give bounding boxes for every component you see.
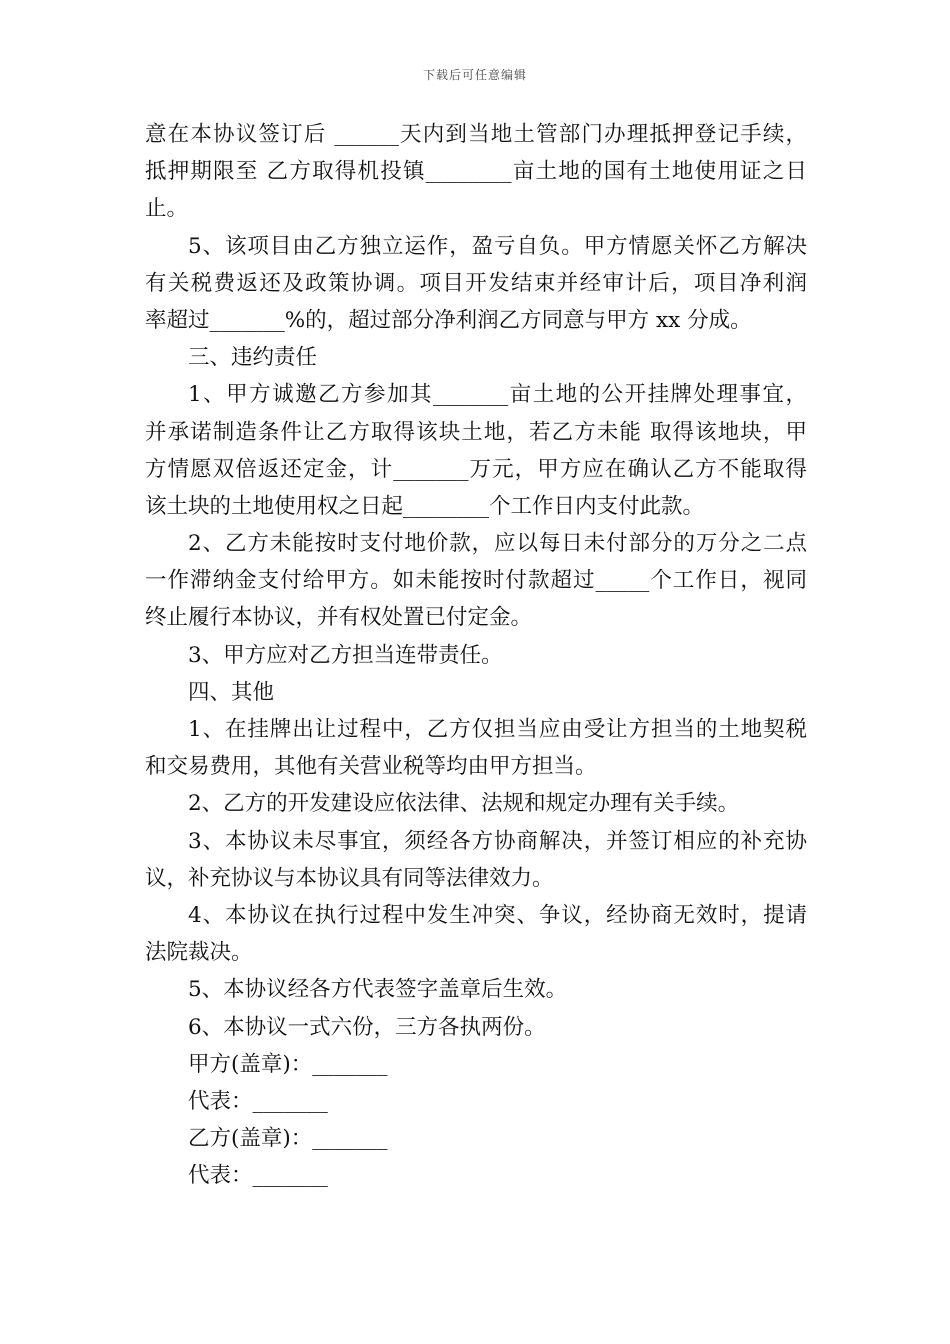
- text-line: 一作滞纳金支付给甲方。如未能按时付款超过_____个工作日，视同: [145, 568, 807, 594]
- text-line: 2、乙方未能按时支付地价款，应以每日未付部分的万分之二点: [188, 531, 807, 557]
- text-line: 3、甲方应对乙方担当连带责任。: [188, 642, 503, 668]
- text-line: 2、乙方的开发建设应依法律、法规和规定办理有关手续。: [188, 791, 740, 817]
- text-line: 终止履行本协议，并有权处置已付定金。: [145, 605, 533, 631]
- text-line: 并承诺制造条件让乙方取得该块土地，若乙方未能 取得该地块，甲: [145, 419, 807, 445]
- document-body: [145, 116, 807, 1194]
- section-heading: 四、其他: [188, 679, 275, 705]
- text-line: 方情愿双倍返还定金，计_______万元，甲方应在确认乙方不能取得: [145, 456, 807, 482]
- text-line: 4、本协议在执行过程中发生冲突、争议，经协商无效时，提请: [188, 902, 807, 928]
- text-line: 议，补充协议与本协议具有同等法律效力。: [145, 865, 554, 891]
- text-line: 1、在挂牌出让过程中，乙方仅担当应由受让方担当的土地契税: [188, 717, 807, 742]
- text-line: 该土块的土地使用权之日起________个工作日内支付此款。: [145, 493, 705, 519]
- text-line: 1、甲方诚邀乙方参加其_______亩土地的公开挂牌处理事宜，: [188, 382, 807, 408]
- text-line: 意在本协议签订后 ______天内到当地土管部门办理抵押登记手续，: [145, 122, 807, 147]
- signature-rep-a: 代表：_______: [188, 1088, 328, 1114]
- signature-rep-b: 代表：_______: [188, 1163, 328, 1189]
- text-line: 和交易费用，其他有关营业税等均由甲方担当。: [145, 754, 597, 780]
- page-header: 下载后可任意编辑: [422, 68, 527, 82]
- signature-party-b: 乙方(盖章)：_______: [188, 1126, 388, 1152]
- section-heading: 三、违约责任: [188, 345, 318, 371]
- text-line: 5、本协议经各方代表签字盖章后生效。: [188, 977, 568, 1003]
- text-line: 有关税费返还及政策协调。项目开发结束并经审计后，项目净利润: [145, 270, 807, 296]
- text-line: 率超过_______%的，超过部分净利润乙方同意与甲方 xx 分成。: [145, 307, 752, 333]
- text-line: 止。: [145, 196, 189, 222]
- text-line: 法院裁决。: [145, 940, 253, 966]
- text-line: 6、本协议一式六份，三方各执两份。: [188, 1014, 546, 1040]
- text-line: 抵押期限至 乙方取得机投镇________亩土地的国有土地使用证之日: [145, 159, 807, 185]
- signature-party-a: 甲方(盖章)：_______: [188, 1051, 388, 1077]
- text-line: 5、该项目由乙方独立运作，盈亏自负。甲方情愿关怀乙方解决: [188, 233, 807, 259]
- text-line: 3、本协议未尽事宜，须经各方协商解决，并签订相应的补充协: [188, 828, 807, 854]
